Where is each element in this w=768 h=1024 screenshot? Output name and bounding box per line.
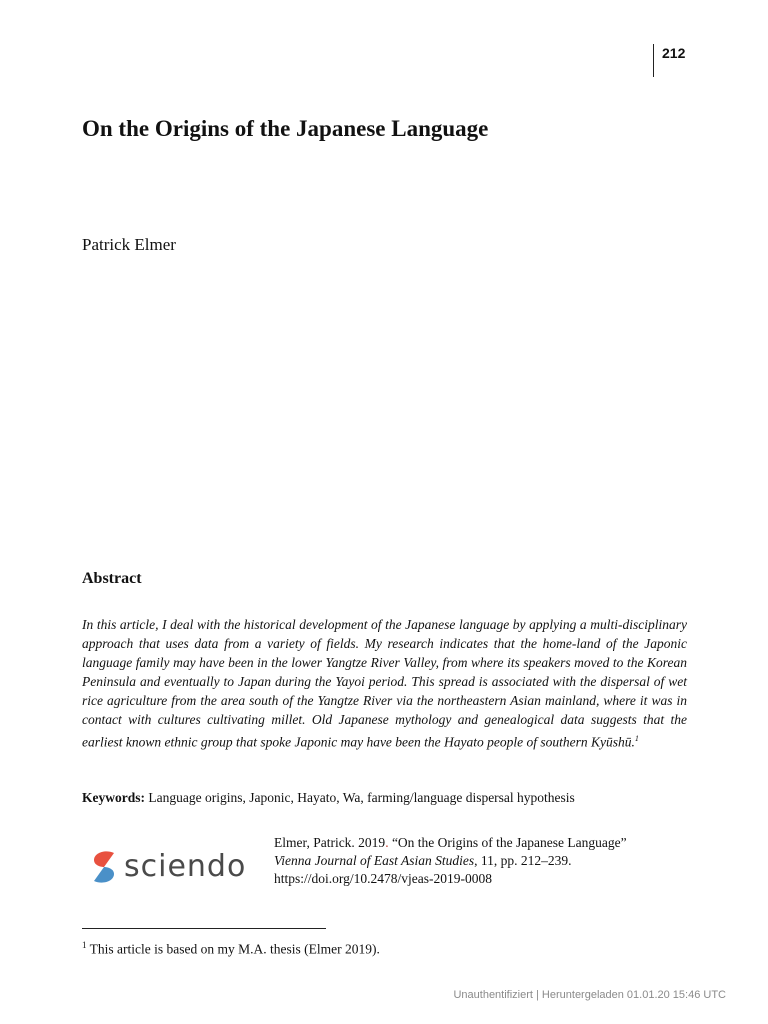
keywords-line <box>82 790 575 806</box>
abstract-text: In this article, I deal with the historical development of the Japanese language by applying a multi-disciplinary approach that uses data from a variety of fields. My research indicates that the home-land of the Japonic language family may have been in the lower Yangtze River Valley, from where its speakers moved to the Korean Peninsula and eventually to Japan during the Yayoi period. This spread is associated with the dispersal of wet rice agriculture from the area south of the Yangtze River via the northeastern Asian mainland, where it was in contact with cultures cultivating millet. Old Japanese mythology and genealogical data suggests that the earliest known ethnic group that spoke Japonic may have been the Hayato people of southern Kyūshū. <box>82 617 687 750</box>
citation-author-year: Elmer, Patrick. 2019 <box>274 835 386 850</box>
footnote-rule <box>82 928 326 929</box>
footnote-text: This article is based on my M.A. thesis (Elmer 2019). <box>86 941 380 957</box>
citation-article-title: “On the Origins of the Japanese Language” <box>388 835 627 850</box>
keywords-label: Keywords: <box>82 790 145 805</box>
abstract-paragraph <box>82 615 687 752</box>
keywords-text: Language origins, Japonic, Hayato, Wa, farming/language dispersal hypothesis <box>148 790 575 805</box>
abstract-heading: Abstract <box>82 570 142 587</box>
citation-line-2 <box>274 852 627 870</box>
author-name: Patrick Elmer <box>82 235 176 254</box>
download-note: Unauthentifiziert | Heruntergeladen 01.01.20 15:46 UTC <box>453 989 726 1001</box>
citation-line-1 <box>274 834 627 852</box>
sciendo-logo <box>92 850 246 884</box>
page-number-rule <box>653 44 654 77</box>
citation-journal: Vienna Journal of East Asian Studies <box>274 853 475 868</box>
footnote <box>82 940 380 958</box>
sciendo-logo-text: sciendo <box>124 849 247 884</box>
abstract-body <box>82 615 687 752</box>
citation-doi[interactable]: https://doi.org/10.2478/vjeas-2019-0008 <box>274 871 492 886</box>
sciendo-logo-icon <box>92 850 116 884</box>
citation-dot: . <box>385 835 389 850</box>
citation-details: , 11, pp. 212–239. <box>474 853 572 868</box>
footnote-marker: 1 <box>82 940 87 950</box>
article-title: On the Origins of the Japanese Language <box>82 116 489 141</box>
abstract-footnote-marker[interactable]: 1 <box>634 734 639 743</box>
page-number: 212 <box>662 45 686 61</box>
citation-block <box>274 834 627 888</box>
